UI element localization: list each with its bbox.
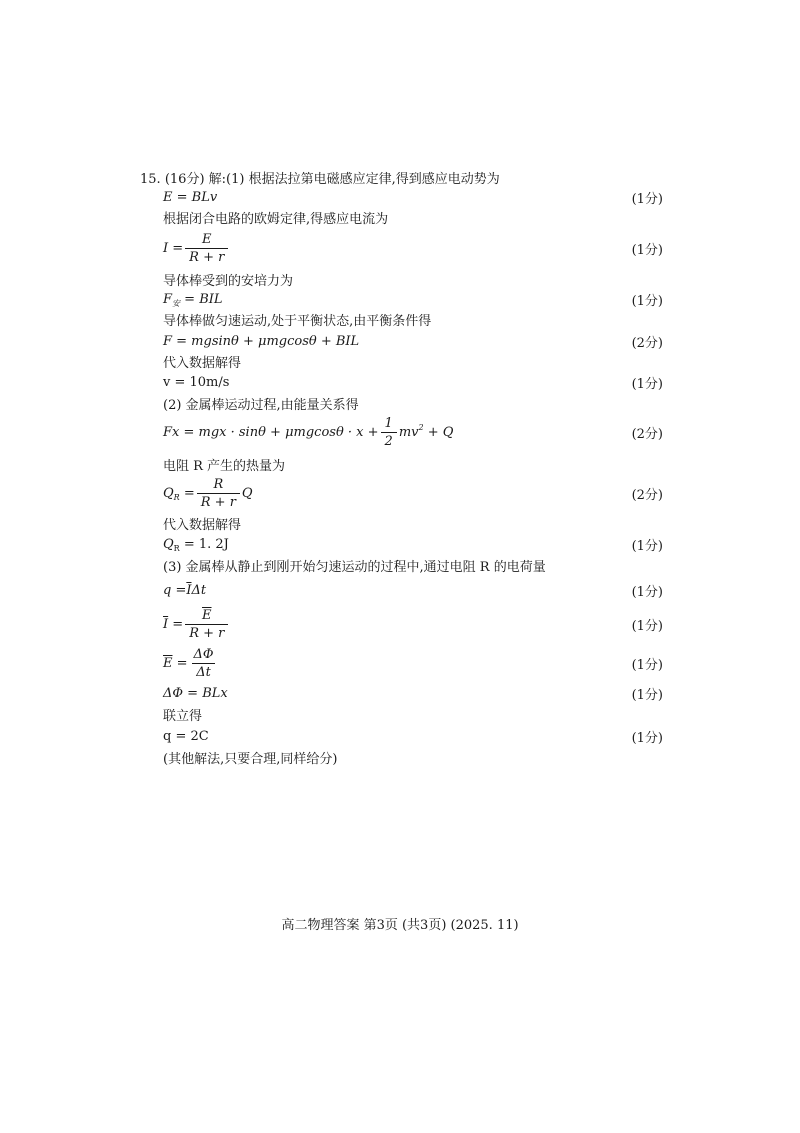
explanation-text: 电阻 R 产生的热量为 — [163, 459, 286, 474]
average-current-symbol: $\overline{I}$ — [163, 617, 169, 632]
problem-number: 15. — [140, 172, 161, 187]
heat-value-equation — [163, 537, 229, 552]
final-charge-line — [163, 727, 663, 746]
score: (1分) — [631, 731, 663, 746]
score: (1分) — [631, 192, 663, 207]
numerator: 1 — [384, 416, 393, 431]
emf-equation: E = BLv — [163, 190, 218, 205]
average-emf-line — [163, 647, 663, 680]
explanation-text: (2) 金属棒运动过程,由能量关系得 — [163, 398, 359, 413]
equals-sign: = — [176, 656, 188, 671]
numerator: $\overline{E}$ — [202, 608, 212, 623]
average-current-line — [163, 608, 663, 641]
average-emf-symbol: $\overline{E}$ — [163, 656, 173, 671]
heat-symbol: Q — [163, 486, 174, 501]
score: (1分) — [631, 243, 663, 258]
equation-lhs: Fx = mgx · sinθ + μmgcosθ · x + — [163, 425, 379, 440]
balance-equation: F = mgsinθ + μmgcosθ + BIL — [163, 334, 360, 349]
kinetic-term: mv — [398, 425, 419, 440]
equation-lhs: q = — [163, 583, 187, 598]
energy-equation — [163, 416, 453, 449]
part3-text-line — [163, 556, 663, 575]
ampere-text-line — [163, 270, 663, 289]
explanation-text: 根据闭合电路的欧姆定律,得感应电流为 — [163, 212, 389, 227]
explanation-text: 导体棒受到的安培力为 — [163, 274, 294, 289]
denominator: R + r — [197, 493, 240, 510]
time-interval: Δt — [191, 583, 207, 598]
heat-equation-line — [163, 477, 663, 510]
score: (1分) — [631, 658, 663, 673]
fraction — [190, 647, 218, 680]
equation-rhs: + Q — [427, 425, 454, 440]
balance-text-line — [163, 310, 663, 329]
score: (2分) — [631, 488, 663, 503]
ampere-equation-line — [163, 290, 663, 309]
velocity-equation-line — [163, 373, 663, 392]
heat-symbol: Q — [163, 537, 174, 552]
heat-subscript: R — [173, 544, 180, 553]
problem-intro: 解:(1) 根据法拉第电磁感应定律,得到感应电动势为 — [208, 172, 500, 187]
exponent: 2 — [418, 423, 424, 432]
final-charge-equation: q = 2C — [163, 729, 209, 744]
velocity-equation: v = 10m/s — [163, 375, 230, 390]
equation-lhs: I = — [163, 241, 184, 256]
flux-equation: ΔΦ = BLx — [163, 686, 228, 701]
denominator: R + r — [185, 248, 228, 265]
problem-header — [140, 168, 500, 187]
denominator: Δt — [192, 663, 215, 680]
score: (1分) — [631, 294, 663, 309]
force-symbol: F — [163, 292, 173, 307]
heat-equation — [163, 477, 253, 510]
numerator: R — [213, 477, 224, 492]
average-emf-equation — [163, 647, 220, 680]
average-current: $\overline{I}$ — [186, 583, 192, 598]
fraction — [185, 232, 228, 265]
force-subscript: 安 — [172, 299, 181, 308]
current-equation-line — [163, 232, 663, 265]
numerator: E — [202, 232, 212, 247]
emf-equation-line — [163, 188, 663, 207]
combine-text-line — [163, 705, 663, 724]
explanation-text: 代入数据解得 — [163, 356, 242, 371]
average-current-equation — [163, 608, 230, 641]
equation-rhs: = BIL — [184, 292, 223, 307]
fraction — [381, 416, 397, 449]
score: (1分) — [631, 585, 663, 600]
current-equation — [163, 232, 230, 265]
flux-equation-line — [163, 684, 663, 703]
explanation-text: (3) 金属棒从静止到刚开始匀速运动的过程中,通过电阻 R 的电荷量 — [163, 560, 546, 575]
score: (1分) — [631, 619, 663, 634]
grading-note: (其他解法,只要合理,同样给分) — [163, 752, 338, 767]
numerator: ΔΦ — [193, 647, 214, 662]
ohm-text-line — [163, 208, 663, 227]
denominator: 2 — [381, 432, 397, 449]
score: (1分) — [631, 377, 663, 392]
fraction — [197, 477, 240, 510]
problem-points: (16分) — [164, 172, 205, 187]
denominator: R + r — [185, 624, 228, 641]
part2-text-line — [163, 394, 663, 413]
substitute-text-line — [163, 352, 663, 371]
heat-total: Q — [241, 486, 253, 501]
energy-equation-line — [163, 416, 663, 449]
note-line — [163, 748, 663, 767]
score: (2分) — [631, 427, 663, 442]
fraction — [185, 608, 228, 641]
equals-sign: = — [172, 617, 184, 632]
substitute-text-line — [163, 514, 663, 533]
page-footer: 高二物理答案 第3页 (共3页) (2025. 11) — [281, 918, 519, 933]
score: (1分) — [631, 688, 663, 703]
balance-equation-line — [163, 332, 663, 351]
score: (2分) — [631, 336, 663, 351]
equation-rhs: = 1. 2J — [183, 537, 229, 552]
equals-sign: = — [183, 486, 195, 501]
charge-equation-line — [163, 581, 663, 600]
heat-subscript: R — [173, 493, 180, 502]
explanation-text: 导体棒做匀速运动,处于平衡状态,由平衡条件得 — [163, 314, 432, 329]
heat-value-line — [163, 535, 663, 554]
explanation-text: 代入数据解得 — [163, 518, 242, 533]
ampere-equation — [163, 292, 223, 307]
heat-text-line — [163, 455, 663, 474]
explanation-text: 联立得 — [163, 709, 203, 724]
score: (1分) — [631, 539, 663, 554]
charge-equation — [163, 583, 206, 598]
